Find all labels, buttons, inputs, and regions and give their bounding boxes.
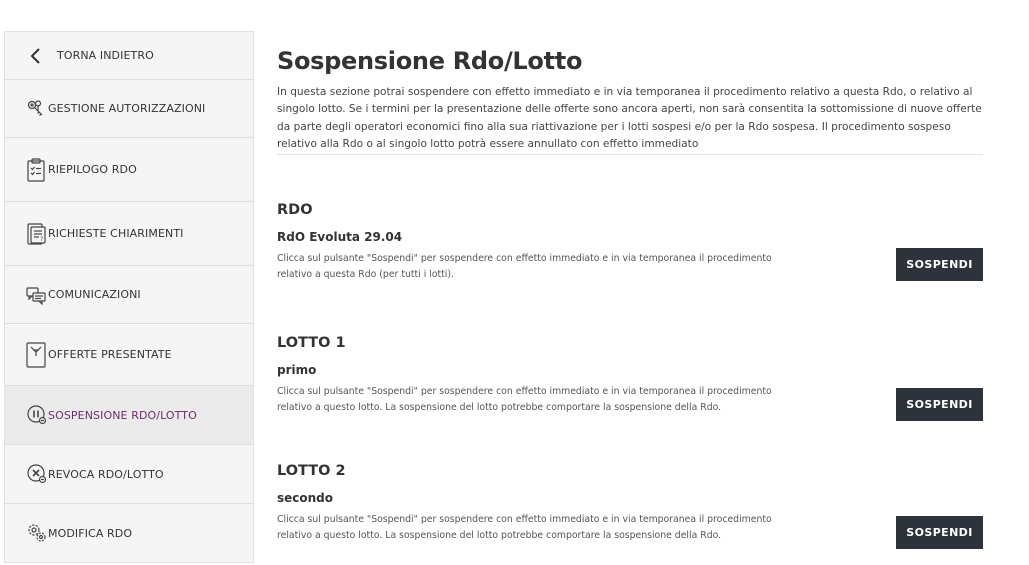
sospendi-lotto-2-button[interactable]: SOSPENDI <box>896 516 983 549</box>
back-link[interactable] <box>5 32 253 80</box>
main-content <box>277 44 983 541</box>
sidebar <box>4 31 254 563</box>
sidebar-item-label: GESTIONE AUTORIZZAZIONI <box>48 102 206 115</box>
sidebar-item-richieste-chiarimenti[interactable] <box>5 202 253 266</box>
section-subtitle: RdO Evoluta 29.04 <box>277 230 403 244</box>
revoke-circle-icon <box>26 463 48 485</box>
sidebar-item-label: COMUNICAZIONI <box>48 288 141 301</box>
document-question-icon <box>26 223 48 245</box>
intro-text: In questa sezione potrai sospendere con effetto immediato e in via temporanea il procedimento relativo a questa Rdo, o relativo al singolo lotto. Se i termini per la presentazione delle offerte sono ancora aperti, non sarà consentita la sottomissione di nuove offerte da parte degli operatori economici fino alla sua riattivazione per i lotti sospesi e/o per la Rdo sospesa. Il procedimento sospeso relativo alla Rdo o al singolo lotto potrà essere annullato con effetto immediato <box>277 84 983 155</box>
sospendi-rdo-button[interactable]: SOSPENDI <box>896 248 983 281</box>
sidebar-item-label: SOSPENSIONE RDO/LOTTO <box>48 408 197 422</box>
section-subtitle: primo <box>277 363 317 377</box>
section-lotto-2 <box>277 461 983 543</box>
sidebar-item-label: MODIFICA RDO <box>48 526 133 540</box>
pause-circle-icon <box>26 404 48 426</box>
sidebar-item-modifica-rdo[interactable] <box>5 504 253 562</box>
sidebar-item-comunicazioni[interactable] <box>5 266 253 324</box>
svg-text:?: ? <box>40 235 44 243</box>
section-lotto-1 <box>277 333 983 415</box>
sidebar-item-label: RICHIESTE CHIARIMENTI <box>48 227 184 240</box>
section-subtitle: secondo <box>277 491 334 505</box>
sidebar-item-label: REVOCA RDO/LOTTO <box>48 467 164 481</box>
section-description: Clicca sul pulsante "Sospendi" per sospendere con effetto immediato e in via temporanea il procedimento relativo a questo lotto. La sospensione del lotto potrebbe comportare la sospensione della Rdo. <box>277 514 772 541</box>
sidebar-item-label: OFFERTE PRESENTATE <box>48 348 172 361</box>
chat-bubbles-icon <box>26 284 48 306</box>
section-heading: LOTTO 2 <box>277 463 346 479</box>
section-description: Clicca sul pulsante "Sospendi" per sospendere con effetto immediato e in via temporanea il procedimento relativo a questo lotto. La sospensione del lotto potrebbe comportare la sospensione della Rdo. <box>277 386 772 413</box>
section-heading: RDO <box>277 202 313 218</box>
sidebar-item-label: RIEPILOGO RDO <box>48 163 137 176</box>
back-label: TORNA INDIETRO <box>57 49 154 62</box>
section-heading: LOTTO 1 <box>277 335 346 351</box>
sospendi-lotto-1-button[interactable]: SOSPENDI <box>896 388 983 421</box>
gears-icon <box>26 522 48 544</box>
sidebar-item-gestione-autorizzazioni[interactable] <box>5 80 253 138</box>
section-rdo <box>277 200 983 282</box>
sidebar-item-sospensione-rdo-lotto[interactable] <box>5 386 253 445</box>
section-description: Clicca sul pulsante "Sospendi" per sospendere con effetto immediato e in via temporanea il procedimento relativo a questa Rdo (per tutti i lotti). <box>277 253 772 280</box>
chevron-left-icon <box>29 45 57 67</box>
clipboard-icon <box>26 159 48 181</box>
page-title: Sospensione Rdo/Lotto <box>277 47 583 75</box>
sidebar-item-revoca-rdo-lotto[interactable] <box>5 445 253 504</box>
sidebar-item-riepilogo-rdo[interactable] <box>5 138 253 202</box>
sidebar-item-offerte-presentate[interactable] <box>5 324 253 386</box>
offer-document-icon <box>26 344 48 366</box>
keys-icon <box>26 98 48 120</box>
